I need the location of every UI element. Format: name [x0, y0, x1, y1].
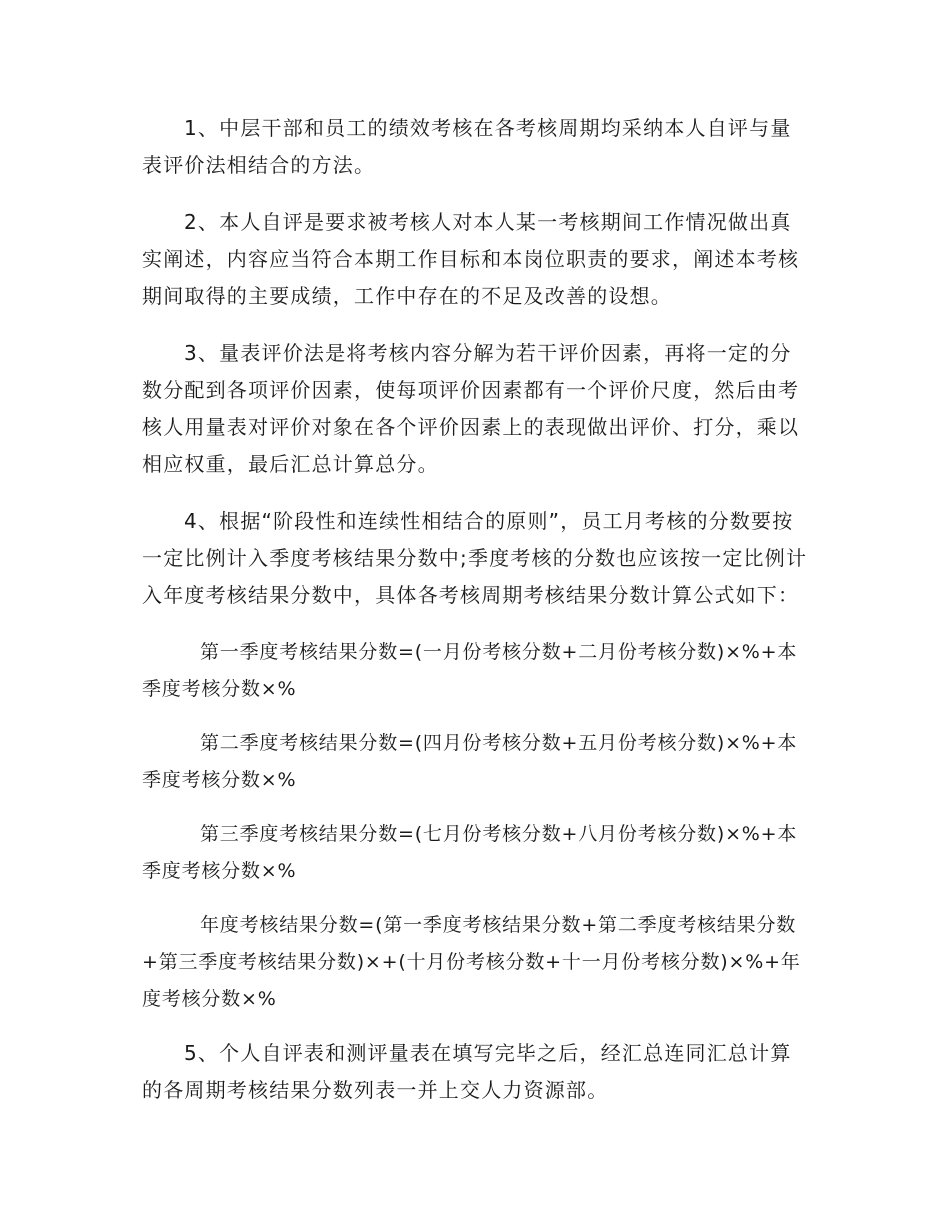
paragraph-1: 1、中层干部和员工的绩效考核在各考核周期均采纳本人自评与量表评价法相结合的方法。: [142, 116, 792, 177]
formula-annual: 年度考核结果分数=(第一季度考核结果分数+第二季度考核结果分数+第三季度考核结果分数)×+(十月份考核分数+十一月份考核分数)×%+年度考核分数×%: [142, 914, 801, 1010]
formula-q2: 第二季度考核结果分数=(四月份考核分数+五月份考核分数)×%+本季度考核分数×%: [142, 732, 798, 791]
paragraph-3: 3、量表评价法是将考核内容分解为若干评价因素，再将一定的分数分配到各项评价因素，使每项评价因素都有一个评价尺度，然后由考核人用量表对评价对象在各个评价因素上的表现做出评价、打分，乘以相应权重，最后汇总计算总分。: [142, 341, 800, 476]
paragraph-2: 2、本人自评是要求被考核人对本人某一考核期间工作情况做出真实阐述，内容应当符合本期工作目标和本岗位职责的要求，阐述本考核期间取得的主要成绩，工作中存在的不足及改善的设想。: [142, 210, 800, 308]
paragraph-4: 4、根据“阶段性和连续性相结合的原则”，员工月考核的分数要按一定比例计入季度考核结果分数中;季度考核的分数也应该按一定比例计入年度考核结果分数中，具体各考核周期考核结果分数计算公式如下：: [142, 509, 808, 607]
formula-q1: 第一季度考核结果分数=(一月份考核分数+二月份考核分数)×%+本季度考核分数×%: [142, 641, 798, 700]
document-body: [142, 110, 810, 1129]
paragraph-5: 5、个人自评表和测评量表在填写完毕之后，经汇总连同汇总计算的各周期考核结果分数列表一并上交人力资源部。: [142, 1041, 792, 1102]
formula-q3: 第三季度考核结果分数=(七月份考核分数+八月份考核分数)×%+本季度考核分数×%: [142, 823, 798, 882]
